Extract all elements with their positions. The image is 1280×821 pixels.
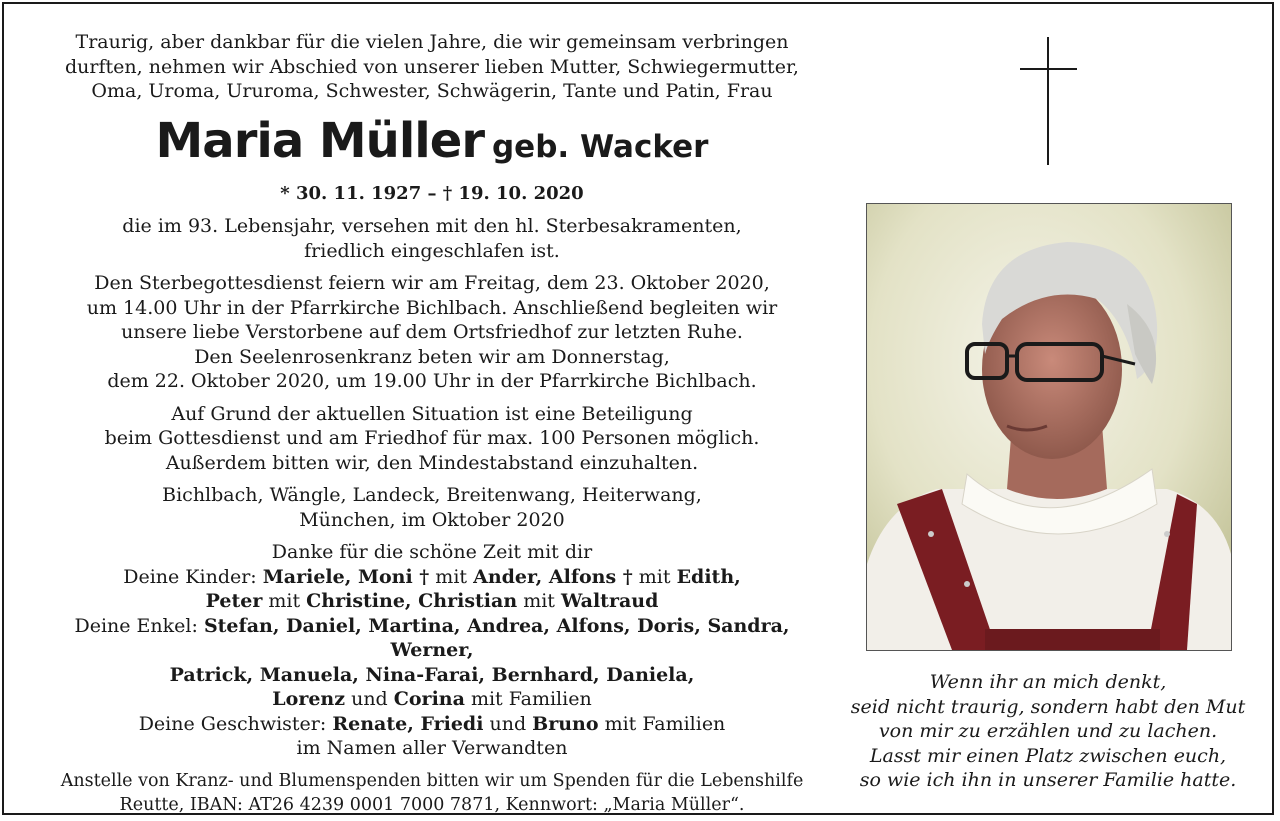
intro-line-3: Oma, Uroma, Ururoma, Schwester, Schwägerin, Tante und Patin, Frau xyxy=(91,80,773,102)
life-dates: * 30. 11. 1927 – † 19. 10. 2020 xyxy=(280,182,584,204)
restriction-line-1: Auf Grund der aktuellen Situation ist eine Beteiligung xyxy=(171,402,693,425)
service-line-4: Den Seelenrosenkranz beten wir am Donnerstag, xyxy=(194,345,670,368)
relatives-line: im Namen aller Verwandten xyxy=(296,737,568,759)
quote-line-1: Wenn ihr an mich denkt, xyxy=(929,671,1167,693)
children-line-2: Peter mit Christine, Christian mit Waltraud xyxy=(205,590,659,612)
place-line-1: Bichlbach, Wängle, Landeck, Breitenwang, Heiterwang, xyxy=(162,484,702,506)
service-line-2: um 14.00 Uhr in der Pfarrkirche Bichlbach. Anschließend begleiten wir xyxy=(86,296,778,319)
donation-line-2: Reutte, IBAN: AT26 4239 0001 7000 7871, Kennwort: „Maria Müller“. xyxy=(119,794,745,815)
service-line-1: Den Sterbegottesdienst feiern wir am Freitag, dem 23. Oktober 2020, xyxy=(94,272,770,294)
thanks-line: Danke für die schöne Zeit mit dir xyxy=(271,541,593,563)
grandchildren-line-1: Deine Enkel: Stefan, Daniel, Martina, Andrea, Alfons, Doris, Sandra, Werner, xyxy=(74,614,790,661)
service-line-5: dem 22. Oktober 2020, um 19.00 Uhr in der Pfarrkirche Bichlbach. xyxy=(107,370,757,392)
quote-line-2: seid nicht traurig, sondern habt den Mut xyxy=(850,695,1246,718)
grandchildren-line-2: Patrick, Manuela, Nina-Farai, Bernhard, Daniela, xyxy=(169,663,695,686)
restriction-line-2: beim Gottesdienst und am Friedhof für max. 100 Personen möglich. xyxy=(104,427,760,449)
quote-line-3: von mir zu erzählen und zu lachen. xyxy=(878,720,1218,742)
deceased-name: Maria Müller xyxy=(155,112,484,169)
donation-line-1: Anstelle von Kranz- und Blumenspenden bitten wir um Spenden für die Lebenshilfe xyxy=(60,770,804,791)
place-line-2: München, im Oktober 2020 xyxy=(299,508,565,531)
service-line-3: unsere liebe Verstorbene auf dem Ortsfriedhof zur letzten Ruhe. xyxy=(121,321,743,343)
quote-line-4: Lasst mir einen Platz zwischen euch, xyxy=(869,744,1227,767)
children-line-1: Deine Kinder: Mariele, Moni † mit Ander, Alfons † mit Edith, xyxy=(123,565,741,588)
obituary-text xyxy=(40,30,824,817)
maiden-name: geb. Wacker xyxy=(491,128,709,165)
memorial-quote xyxy=(840,670,1256,793)
passing-line-2: friedlich eingeschlafen ist. xyxy=(304,239,560,262)
restriction-line-3: Außerdem bitten wir, den Mindestabstand einzuhalten. xyxy=(165,451,699,474)
passing-line-1: die im 93. Lebensjahr, versehen mit den hl. Sterbesakramenten, xyxy=(122,215,742,237)
portrait-photo xyxy=(866,203,1232,651)
siblings-line: Deine Geschwister: Renate, Friedi und Bruno mit Familien xyxy=(138,712,726,735)
cross-icon xyxy=(1020,37,1077,165)
grandchildren-line-3: Lorenz und Corina mit Familien xyxy=(272,688,592,710)
quote-line-5: so wie ich ihn in unserer Familie hatte. xyxy=(859,769,1237,791)
intro-line-1: Traurig, aber dankbar für die vielen Jahre, die wir gemeinsam verbringen xyxy=(75,31,789,53)
intro-line-2: durften, nehmen wir Abschied von unserer lieben Mutter, Schwiegermutter, xyxy=(65,55,799,78)
name-line xyxy=(40,112,824,180)
